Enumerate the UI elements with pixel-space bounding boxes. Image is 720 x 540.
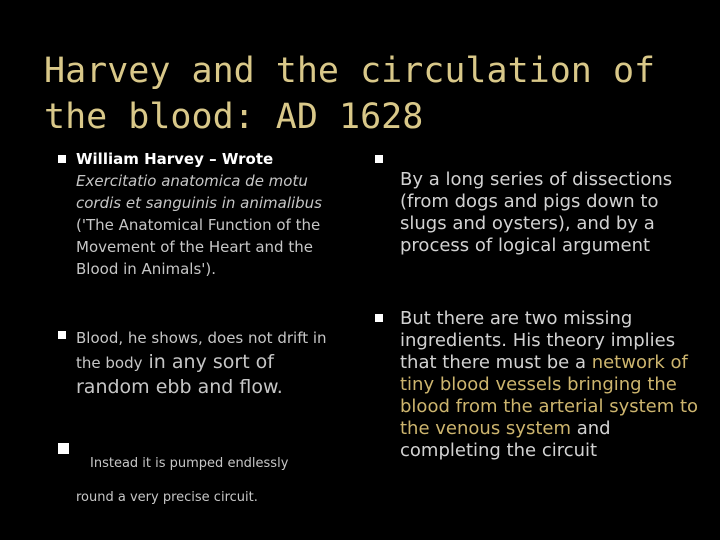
missing-ingredients-bullet [400,308,700,462]
drift-text: Blood, he shows, does not drift in the body [76,329,327,372]
slide-title [44,48,694,140]
completing-text: and completing the circuit [400,418,611,461]
harvey-name: William Harvey [76,150,204,168]
harvey-bullet [76,148,356,280]
bullet-marker [58,155,66,163]
title-line-2: the blood: AD 1628 [44,97,424,137]
random-ebb-text: in any sort of random ebb and flow. [76,351,283,398]
bullet-marker [58,443,69,454]
pumped-line-1: Instead it is pumped endlessly [90,456,289,471]
bullet-marker [375,155,383,163]
title-line-1: Harvey and the circulation of [44,51,656,91]
book-title: Exercitatio anatomica de motu cordis et sanguinis in animalibus [76,172,322,212]
bullet-marker [375,314,383,322]
book-translation: ('The Anatomical Function of the Movement of the Heart and the Blood in Animals'). [76,216,321,278]
network-highlight: network of tiny blood vessels bringing the blood from the arterial system to the venous system [400,352,699,439]
pumped-line-2: round a very precise circuit. [76,490,258,505]
blood-drift-bullet [76,326,346,400]
dissections-bullet: By a long series of dissections (from dogs and pigs down to slugs and oysters), and by a process of logical argument [400,169,673,256]
bullet-marker [58,331,66,339]
theory-text: But there are two missing ingredients. His theory implies that there must be a [400,308,676,373]
wrote-text: – Wrote [203,150,274,168]
